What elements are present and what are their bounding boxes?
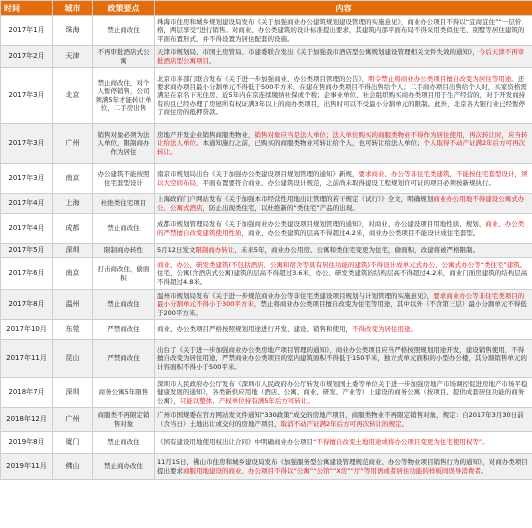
cell-city: 珠海 (53, 16, 93, 46)
cell-time: 2017年4月 (1, 194, 53, 214)
table-row (1, 244, 532, 258)
content-text: 禁止将商业办公类项目擅自改变为住宅等用途，其中以外（不含第三层）最小分割单元不得低于200平方米。 (157, 300, 527, 317)
table-row (1, 320, 532, 340)
content-highlight: 今后天津不再审批酒店型公寓项目。 (157, 48, 525, 65)
cell-city: 上海 (53, 194, 93, 214)
cell-content (155, 320, 532, 340)
cell-content (155, 124, 532, 164)
content-text: 深圳市人民政府办公厅发布《深圳市人民政府办公厅转发市规划国土委等单位关于进一步加强房地产市场调控促进房地产市场平稳健康发展的通知》，各类新供应用地（酒店、公寓、商业、研发、产业等）上建设的商务公寓（按项目、提供成套居住功能的商务公寓）， (157, 380, 528, 405)
content-text: ，防止出现类住宅，以杜绝新的“类住宅”产品的出现。 (202, 203, 359, 212)
cell-content (155, 408, 532, 432)
cell-time: 2017年3月 (1, 124, 53, 164)
cell-time: 2017年10月 (1, 320, 53, 340)
cell-city: 南京 (53, 258, 93, 290)
content-highlight: 商服用地建设的商业、办公项目不得以“公寓”“公馆”“X房”“厅”等用语或者居住功能的样板间误导消费者。 (183, 466, 488, 475)
cell-content (155, 214, 532, 244)
content-text: 珠海市住房和城乡规划建设局发布《关于加强商业办公建筑规划建设管理的实施意见》，商业办公项目不得以“宜商宜住”“一层价格，两层享受”进行销售。对商业、办公类建筑的设计标准提出要求，其建筑内部平面布局不得采用类似住宅、别墅等居住建筑的平面布置形式，并不得设置为居住配套的设施。 (157, 18, 525, 43)
content-highlight: 商业办公用地不得建设公寓式办公、公寓式酒店 (157, 195, 525, 212)
cell-city: 广州 (53, 124, 93, 164)
cell-time: 2019年8月 (1, 432, 53, 454)
cell-content (155, 194, 532, 214)
cell-policy-point: 商服类不再限定销售对象 (93, 408, 155, 432)
content-highlight: “不得擅自改变土地用途或将办公项目变更为住宅使用权等”。 (313, 438, 489, 447)
table-body (1, 16, 532, 480)
cell-city: 成都 (53, 214, 93, 244)
content-text: 最小分割单元不得低于500平方米，在建在售商办类项目不得出售给个人； (196, 83, 410, 92)
content-text: 南京市规划局出台《关于加强办公类建设项目规划管理的通知》新规， (157, 170, 359, 179)
content-text: 偷面积，改建将被严格限制。 (394, 246, 480, 255)
column-header-time: 时间 (1, 1, 53, 16)
table-row (1, 258, 532, 290)
cell-content (155, 340, 532, 378)
cell-time: 2017年3月 (1, 164, 53, 194)
table-row (1, 16, 532, 46)
table-row (1, 214, 532, 244)
cell-content (155, 164, 532, 194)
content-text: 还要求商办项目 (157, 74, 525, 92)
cell-content (155, 68, 532, 124)
table-row (1, 340, 532, 378)
content-text: 住宅、公寓(含酒店式公寓)建筑的层高不得超过3.6米，办公、研发类建筑的结构层高不得超过4.2米，商业门面房建筑的结构层高不得超过4.8米。 (157, 269, 528, 286)
cell-policy-point: 销售对象必须为法人单位，限制商办作为居住 (93, 124, 155, 164)
content-text: 本通知施行之前，已购买的商服类物业可转让给个人，也可转让给法人单位； (202, 139, 424, 148)
cell-policy-point: 不再审批酒店式公寓 (93, 46, 155, 68)
cell-policy-point: 禁止商办改住 (93, 454, 155, 480)
cell-city: 厦门 (53, 432, 93, 454)
cell-policy-point: 商务公寓5年限售 (93, 378, 155, 408)
cell-policy-point: 禁止商改住 (93, 432, 155, 454)
content-text: 11月15日，佛山市住房和城乡建设局发布《加强服务型公寓建设管理规范商业、办公等物业项目销售行为的通知》，对商办类项目提出要求 (157, 458, 528, 475)
content-text: 商业、办公类建筑的层高不得超过4.2米，商业办公类项目不能设计成住宅套型。 (248, 228, 480, 237)
content-text: 房地产开发企业销售商服类物业， (157, 131, 255, 140)
content-highlight: 商业、办公类的严禁擅自改变建筑使用性质， (157, 220, 525, 237)
cell-content (155, 46, 532, 68)
table-row (1, 378, 532, 408)
cell-policy-point: 办公建筑不能按照住宅套型设计 (93, 164, 155, 194)
cell-content (155, 290, 532, 320)
cell-city: 深圳 (53, 244, 93, 258)
cell-policy-point: 严禁商改住 (93, 340, 155, 378)
column-header-policy-points: 政策要点 (93, 1, 155, 16)
cell-time: 2019年11月 (1, 454, 53, 480)
cell-city: 北京 (53, 68, 93, 124)
table-row (1, 124, 532, 164)
cell-policy-point: 禁止商改住 (93, 290, 155, 320)
cell-city: 天津 (53, 46, 93, 68)
table-row (1, 194, 532, 214)
content-text: 成都市规划管理局发布《关于加强商业办公类建设项目规划管理的通知》，对商业、办公建设项目用地性质、规划、 (157, 220, 486, 229)
content-highlight: 商业、办公、研发类建筑(不包括酒店、公寓和宿舍等具有居住功能的建筑)不得设计成单元式办公、公寓式办公等“类住宅”建筑。 (157, 261, 527, 270)
content-text: 温州市规划局发布《关于进一步规范商业办公等非住宅类建设项目规划与计划管理的实施意见》， (157, 292, 434, 301)
cell-city: 昆山 (53, 340, 93, 378)
cell-content (155, 454, 532, 480)
cell-content (155, 16, 532, 46)
cell-time: 2017年3月 (1, 68, 53, 124)
content-highlight: 要求商业办公等非住宅类项目的最小分割单元不得小于300平方米， (157, 292, 525, 309)
content-text: 上海政府门户网站发布《关于加强本市经营性用地出让管理的若干规定（试行）》全文，明确规划 (157, 195, 434, 204)
cell-policy-point: 限制商办转性 (93, 244, 155, 258)
cell-policy-point: 打击商改住，偷面积 (93, 258, 155, 290)
table-header-row (1, 1, 532, 16)
cell-time: 2017年5月 (1, 244, 53, 258)
cell-city: 佛山 (53, 454, 93, 480)
table-row (1, 68, 532, 124)
cell-time: 2017年11月 (1, 340, 53, 378)
cell-city: 南京 (53, 164, 93, 194)
cell-policy-point: 禁止商改住 (93, 16, 155, 46)
content-highlight: 销售对象应当是法人单位；法人单位购买的商服类物业不得作为居住使用，再次转让时，应当转让给法人单位。 (157, 131, 528, 148)
cell-time: 2017年2月 (1, 46, 53, 68)
table-row (1, 46, 532, 68)
content-text: 商业、办公类项目严格按照规划用途进行开发、建设、销售和使用， (157, 325, 352, 334)
content-text: 5月12日发文 (157, 246, 196, 255)
content-text: 广州市国规委在官方网站发文件通知“330政策”成交的房地产项目，商服类物业不再限定销售对象，规定：自2017年3月30日前（含当日）土地出让或交付的房地产项目， (157, 411, 524, 428)
cell-content (155, 432, 532, 454)
cell-time: 2017年6月 (1, 258, 53, 290)
cell-city: 东莞 (53, 320, 93, 340)
content-highlight: 个人取得不动产证满2年后方可再次转让。 (157, 139, 526, 156)
content-highlight: 明令禁止将商业办公类项目擅自改变为居住等用途。 (368, 74, 518, 83)
cell-city: 广州 (53, 408, 93, 432)
cell-content (155, 258, 532, 290)
content-highlight: 限制商办转让， (195, 246, 241, 255)
table-row (1, 164, 532, 194)
cell-policy-point: 禁止商改住，对个人暂停销售，公司须满5年才能转让单位，二手房出售 (93, 68, 155, 124)
cell-time: 2018年7月 (1, 378, 53, 408)
cell-policy-point: 禁止商改住 (93, 214, 155, 244)
cell-time: 2017年8月 (1, 290, 53, 320)
cell-city: 深圳 (53, 378, 93, 408)
cell-time: 2017年4月 (1, 214, 53, 244)
content-text: 出台了《关于进一步加强商业办公类房地产项目管理的通知》，商业办公类项目应当严格按照规划用途开发，建设销售使用，不得擅自改变为居住用途，严禁商业办公类项目的室内建筑面积不得低于150平米，独立式单元面积的小型办公楼，其分割销售单元的计容面积不得小于500平米。 (157, 346, 527, 371)
column-header-content: 内容 (155, 1, 532, 16)
content-highlight: 只能以整体、产权单位持有满5年后方可转让。 (179, 396, 314, 405)
content-highlight: 取消不动产证满2年后方可再次转让的规定。 (280, 419, 409, 428)
content-text: 天津市规划局、市国土房管局、市建委联合发出《关于加强我市酒店型公寓规划建设管理相关文件失效的通知》， (157, 48, 479, 57)
content-text: 《国有建设用地使用权出让合同》中明确商业办公项目 (157, 438, 313, 447)
cell-time: 2018年12月 (1, 408, 53, 432)
cell-policy-point: 严禁商改住 (93, 320, 155, 340)
cell-policy-point: 杜绝类住宅项目 (93, 194, 155, 214)
column-header-city: 城市 (53, 1, 93, 16)
content-text: 二手商办项目出售给个人时，买家资格需满足在京名下无住房、近5年内在京连续缴纳社保或个税；企事业单位、社会组织购买商办类项目用于生产经营的，对于开发商持有的且已经办理了房屋所有权证满3年以上的商办类项目，出售时可以不受最小分割单元的限制。此外，北京各大银行业已经暂停了商住房的抵押贷款。 (157, 83, 527, 116)
cell-content (155, 244, 532, 258)
table-row (1, 290, 532, 320)
content-highlight: 不得改变为居住用途。 (352, 325, 417, 334)
table-row (1, 432, 532, 454)
content-text: 平面布置要符合商业、办公建筑设计规范，之前尚未取得建设工程规划许可证的项目必须按新规执行。 (202, 178, 495, 187)
content-text: 北京市多部门联合发布《关于进一步加强商业、办公类项目管理的公告》， (157, 74, 369, 83)
cell-time: 2017年1月 (1, 16, 53, 46)
content-highlight: 要求商业、办公等非住宅类建筑，不能按住宅套型设计，须以大空间布局， (157, 170, 528, 187)
cell-content (155, 378, 532, 408)
content-text: 未来5年，商业办公用房、公寓和类住宅变更为住宅， (240, 246, 395, 255)
table-row (1, 454, 532, 480)
table-row (1, 408, 532, 432)
cell-city: 温州 (53, 290, 93, 320)
